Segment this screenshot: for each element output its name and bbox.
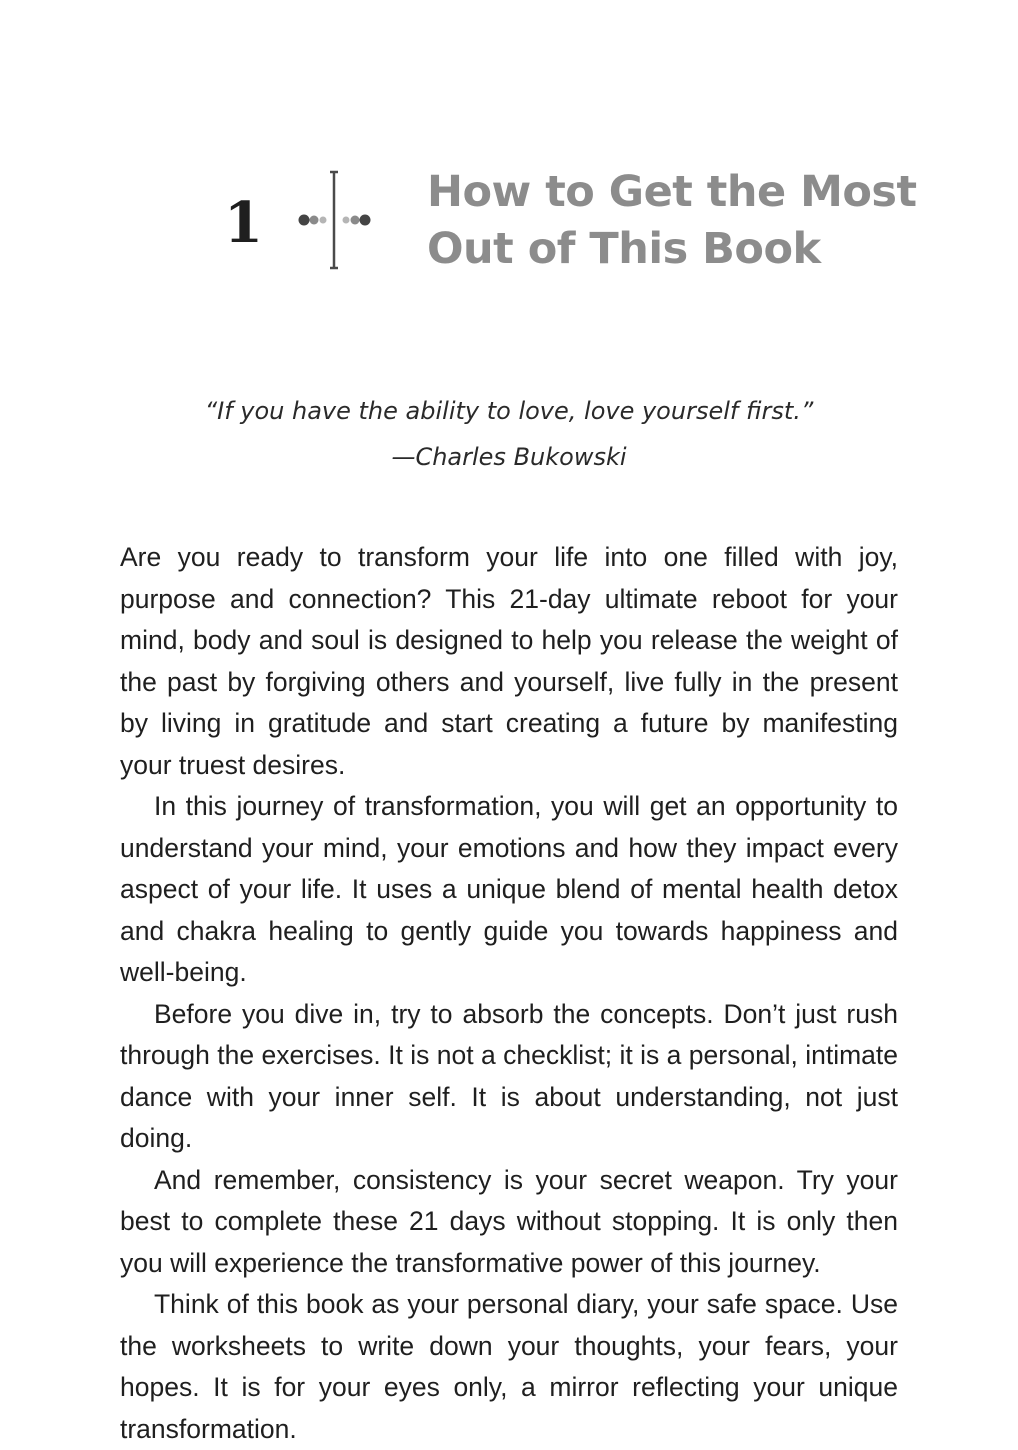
body-paragraph: Think of this book as your personal diary, your safe space. Use the worksheets to write down your thoughts, your fears, your hopes. It is for your eyes only, a mirror reflecting your unique transformation. — [120, 1289, 898, 1444]
chapter-title-line-1: How to Get the Most — [427, 167, 917, 217]
dotted-divider-ornament-icon — [296, 168, 376, 272]
chapter-number: 1 — [224, 190, 263, 256]
epigraph — [120, 388, 898, 480]
epigraph-attribution: —Charles Bukowski — [391, 443, 627, 471]
body-paragraph: And remember, consistency is your secret weapon. Try your best to complete these 21 days without stopping. It is only then you will experience the transformative power of this journey. — [120, 1164, 898, 1278]
body-text — [120, 537, 898, 1450]
body-paragraph: Are you ready to transform your life into one filled with joy, purpose and connection? This 21-day ultimate reboot for your mind, body and soul is designed to help you release the weight of the past by forgiving others and yourself, live fully in the present by living in gratitude and start creating a future by manifesting your truest desires. — [120, 542, 898, 780]
epigraph-quote: “If you have the ability to love, love yourself first.” — [204, 397, 814, 425]
body-paragraph: Before you dive in, try to absorb the concepts. Don’t just rush through the exercises. It is not a checklist; it is a personal, intimate dance with your inner self. It is about understanding, not just doing. — [120, 998, 898, 1153]
chapter-title — [427, 164, 927, 278]
chapter-title-line-2: Out of This Book — [427, 224, 821, 274]
body-paragraph: In this journey of transformation, you will get an opportunity to understand your mind, your emotions and how they impact every aspect of your life. It uses a unique blend of mental health detox and chakra healing to gently guide you towards happiness and well-being. — [120, 791, 898, 987]
